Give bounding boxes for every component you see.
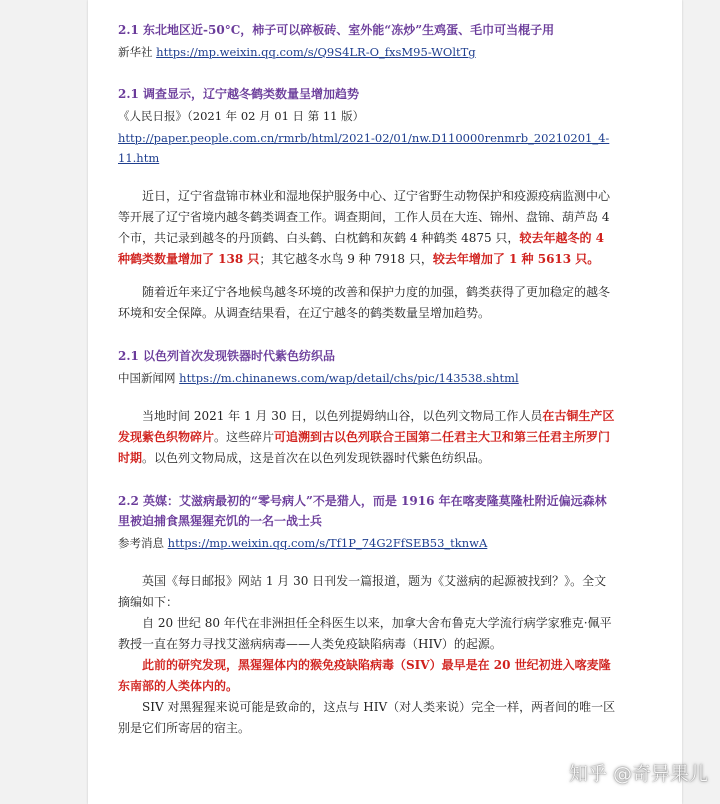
- document-content: [118, 20, 618, 739]
- paragraph-siv-highlight: 此前的研究发现，黑猩猩体内的猴免疫缺陷病毒（SIV）最早是在 20 世纪初进入喀麦隆东南部的人类体内的。: [118, 658, 611, 693]
- source-name-3: 中国新闻网: [118, 371, 176, 385]
- paragraph-siv-hiv: SIV 对黑猩猩来说可能是致命的，这点与 HIV（对人类来说）完全一样，两者间的唯一区别是它们所寄居的宿主。: [118, 700, 616, 735]
- source-line-4: [118, 533, 618, 553]
- highlight-text: 在古铜生产区发现紫色织物碎片: [118, 409, 615, 444]
- source-name-4: 参考消息: [118, 536, 164, 550]
- highlight-text: 可追溯到古以色列联合王国第二任君主大卫和第三任君主所罗门时期: [118, 430, 611, 465]
- paragraph-pepin: 自 20 世纪 80 年代在非洲担任全科医生以来，加拿大舍布鲁克大学流行病学家雅克·佩平教授一直在努力寻找艾滋病病毒——人类免疫缺陷病毒（HIV）的起源。: [118, 616, 612, 651]
- paragraph-cranes-trend: 随着近年来辽宁各地候鸟越冬环境的改善和保护力度的加强，鹤类获得了更加稳定的越冬环境和安全保障。从调查结果看，在辽宁越冬的鹤类数量呈增加趋势。: [118, 285, 611, 320]
- source-link-1[interactable]: https://mp.weixin.qq.com/s/Q9S4LR-O_fxsM95-WOltTg: [156, 45, 476, 59]
- zhihu-watermark: 知乎 @奇异果儿: [568, 763, 708, 785]
- paragraph-israel-textile: [118, 406, 618, 469]
- paragraph-cranes-survey: [118, 186, 618, 270]
- text-run: 。以色列文物局成，这是首次在以色列发现铁器时代紫色纺织品。: [142, 451, 491, 465]
- text-run: 。这些碎片: [214, 430, 275, 444]
- source-name-1: 新华社: [118, 45, 153, 59]
- text-run: 当地时间 2021 年 1 月 30 日，以色列提姆纳山谷，以色列文物局工作人员: [142, 409, 543, 423]
- source-link-4[interactable]: https://mp.weixin.qq.com/s/Tf1P_74G2FfSEB53_tknwA: [167, 536, 488, 550]
- source-line-1: [118, 42, 618, 62]
- highlight-text: 较去年越冬的 4 种鹤类数量增加了 138 只: [118, 231, 604, 266]
- source-link-2[interactable]: http://paper.people.com.cn/rmrb/html/2021-02/01/nw.D110000renmrb_20210201_4-11.htm: [118, 131, 610, 165]
- section-heading-1: 2.1 东北地区近-50°C，柿子可以碎板砖、室外能“冻炒”生鸡蛋、毛巾可当棍子用: [118, 23, 555, 37]
- highlight-text: 较去年增加了 1 种 5613 只。: [432, 252, 600, 266]
- section-heading-2: 2.1 调查显示，辽宁越冬鹤类数量呈增加趋势: [118, 87, 360, 101]
- text-run: ；其它越冬水鸟 9 种 7918 只，: [259, 252, 433, 266]
- source-name-2: 《人民日报》（2021 年 02 月 01 日 第 11 版）: [118, 109, 365, 123]
- source-link-3[interactable]: https://m.chinanews.com/wap/detail/chs/pic/143538.shtml: [179, 371, 519, 385]
- section-heading-4: 2.2 英媒：艾滋病最初的“零号病人”不是猎人，而是 1916 年在喀麦隆莫隆杜附近偏远森林里被迫捕食黑猩猩充饥的一名一战士兵: [118, 494, 607, 528]
- source-line-3: [118, 368, 618, 388]
- paragraph-daily-mail: 英国《每日邮报》网站 1 月 30 日刊发一篇报道，题为《艾滋病的起源被找到？》。全文摘编如下：: [118, 574, 607, 609]
- section-heading-3: 2.1 以色列首次发现铁器时代紫色纺织品: [118, 349, 336, 363]
- text-run: 近日，辽宁省盘锦市林业和湿地保护服务中心、辽宁省野生动物保护和疫源疫病监测中心等开展了辽宁省境内越冬鹤类调查工作。调查期间，工作人员在大连、锦州、盘锦、葫芦岛 4 个市，共记录到越冬的丹顶鹤、白头鹤、白枕鹤和灰鹤 4 种鹤类 4875 只，: [118, 189, 611, 245]
- document-page: [88, 0, 682, 804]
